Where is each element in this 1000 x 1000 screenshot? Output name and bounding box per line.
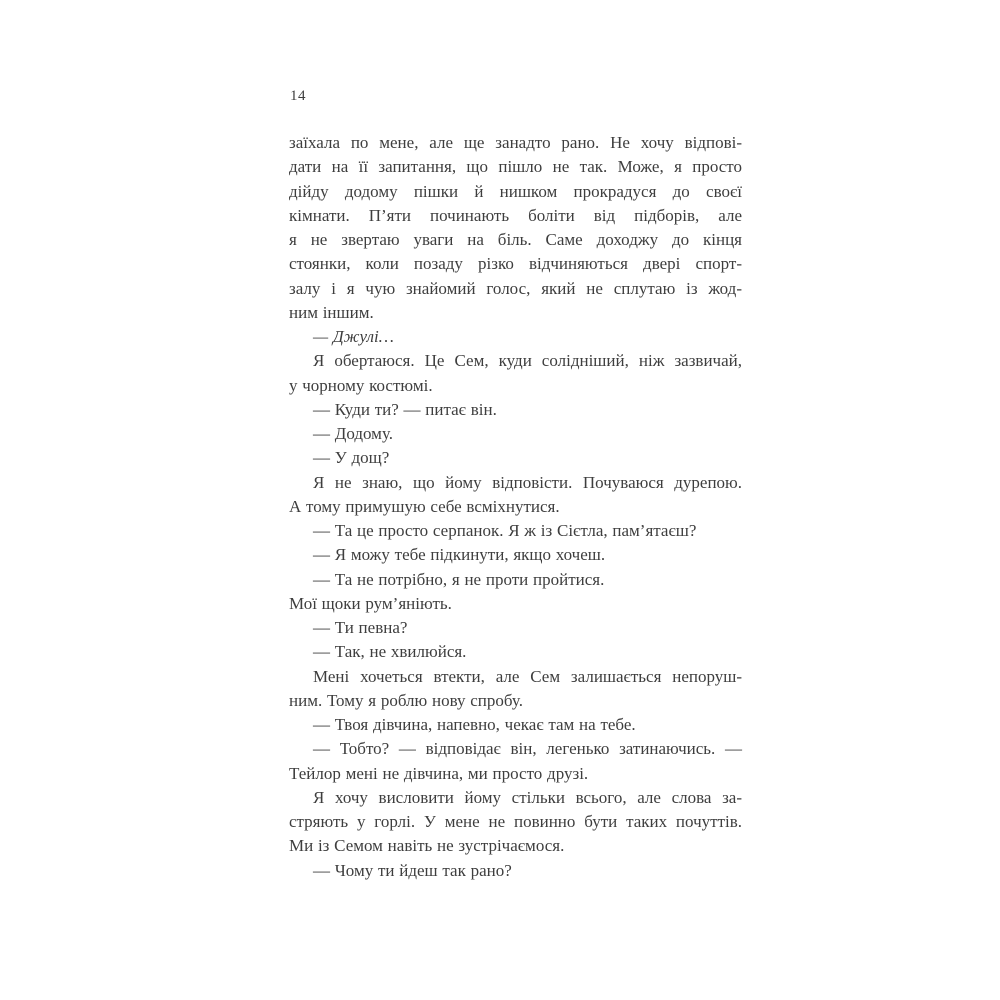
text-line: — Чому ти йдеш так рано? [313, 860, 512, 880]
text-line: — У дощ? [313, 448, 390, 468]
text-line: — Ти певна? [313, 618, 408, 637]
text-line: Тейлор мені не дівчина, ми просто друзі. [289, 763, 589, 783]
text-line: дійду додому пішки й нишком прокрадуся до своєї [289, 181, 742, 201]
text-line: стоянки, коли позаду різко відчиняються двері спорт- [289, 254, 742, 274]
text-line: заїхала по мене, але ще занадто рано. Не хочу відпові- [289, 133, 742, 152]
text-line: Мені хочеться втекти, але Сем залишається непоруш- [313, 666, 742, 686]
text-line: — Та не потрібно, я не проти пройтися. [313, 569, 605, 589]
page-text-block [289, 131, 742, 883]
text-line: ним іншим. [289, 302, 374, 322]
text-line: Я хочу висловити йому стільки всього, але слова за- [313, 787, 742, 807]
text-line: — Джулі… [313, 327, 394, 346]
text-line: Ми із Семом навіть не зустрічаємося. [289, 836, 565, 856]
page-number: 14 [290, 88, 306, 104]
text-line: стряють у горлі. У мене не повинно бути таких почуттів. [289, 812, 742, 831]
text-line: залу і я чую знайомий голос, який не сплутаю із жод- [289, 278, 742, 298]
text-line: кімнати. П’яти починають боліти від підборів, але [289, 205, 742, 225]
text-line: я не звертаю уваги на біль. Саме доходжу до кінця [289, 230, 742, 249]
text-line: — Я можу тебе підкинути, якщо хочеш. [313, 545, 606, 565]
text-line: — Твоя дівчина, напевно, чекає там на тебе. [313, 715, 636, 734]
text-line: Мої щоки рум’яніють. [289, 593, 452, 613]
text-line: у чорному костюмі. [289, 375, 433, 395]
text-line: дати на її запитання, що пішло не так. Може, я просто [289, 157, 742, 177]
text-line: — Так, не хвилюйся. [313, 642, 467, 662]
text-line: — Тобто? — відповідає він, легенько затинаючись. — [313, 739, 742, 759]
text-line: Я обертаюся. Це Сем, куди солідніший, ніж зазвичай, [313, 351, 742, 371]
text-line: — Додому. [313, 424, 393, 443]
text-line: ним. Тому я роблю нову спробу. [289, 690, 523, 710]
text-line: А тому примушую себе всміхнутися. [289, 496, 560, 516]
text-line: Я не знаю, що йому відповісти. Почуваюся дурепою. [313, 472, 742, 492]
text-line: — Куди ти? — питає він. [313, 399, 497, 419]
text-line: — Та це просто серпанок. Я ж із Сієтла, пам’ятаєш? [313, 521, 697, 540]
